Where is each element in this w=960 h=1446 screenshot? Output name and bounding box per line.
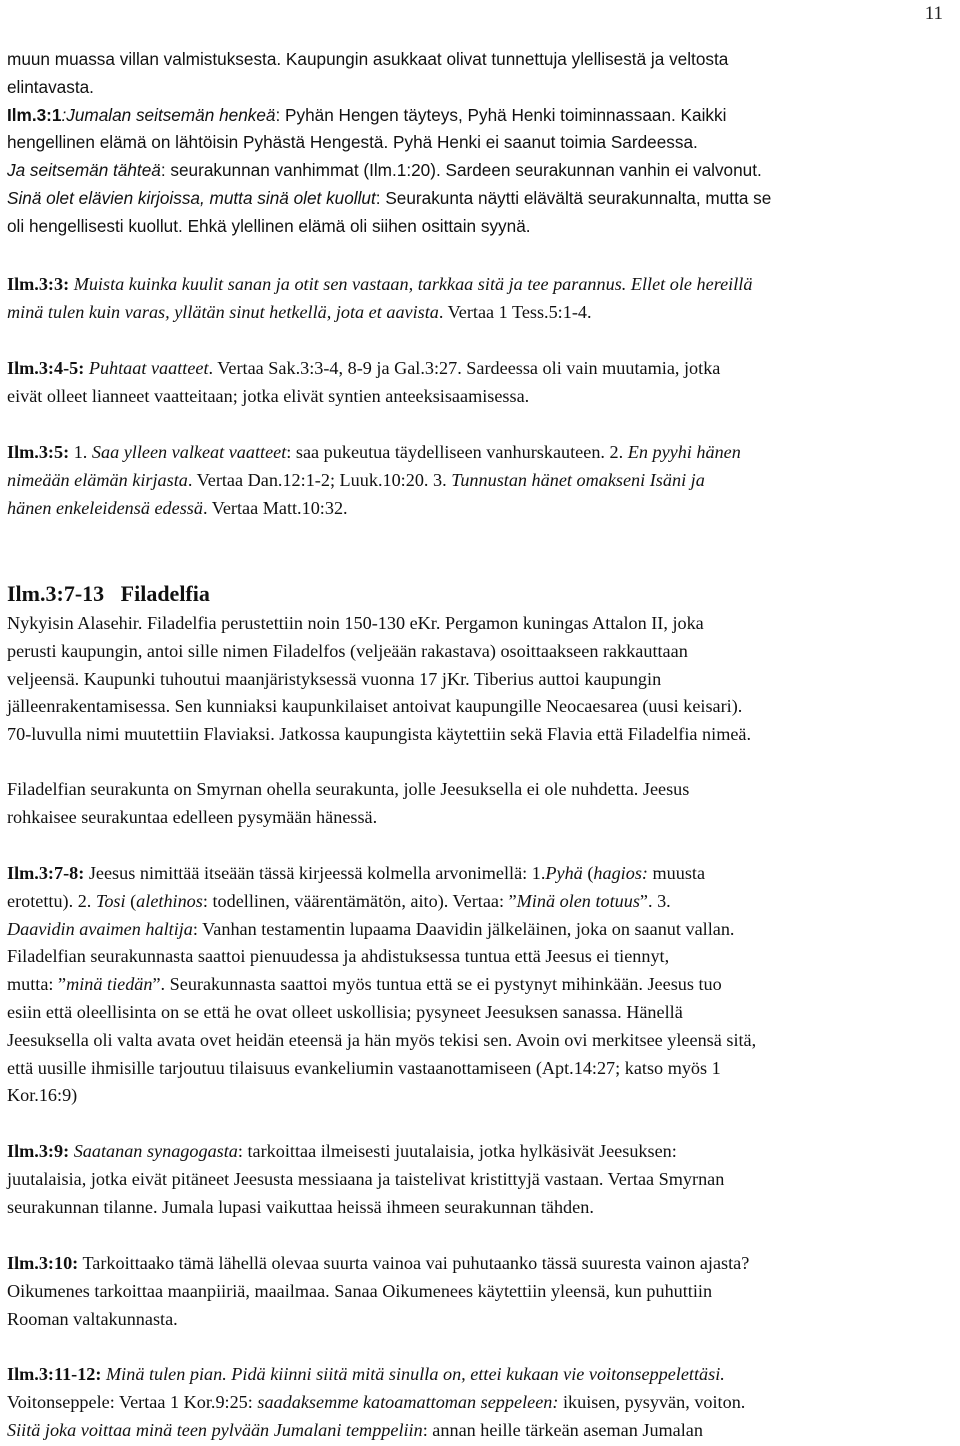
text-line: Voitonseppele: Vertaa 1 Kor.9:25: saadaksemme katoamattoman seppeleen: ikuisen, pysyvän, voiton. bbox=[7, 1391, 746, 1412]
verse-ref: Ilm.3:7-8: bbox=[7, 863, 85, 883]
paragraph-ilm-3-11-12 bbox=[7, 1361, 951, 1444]
text-line: hengellinen elämä on lähtöisin Pyhästä Hengestä. Pyhä Henki ei saanut toimia Sardeessa. bbox=[7, 132, 698, 153]
text-line: minä tulen kuin varas, yllätän sinut hetkellä, jota et aavista. Vertaa 1 Tess.5:1-4. bbox=[7, 301, 592, 322]
text-line: Ilm.3:3: Muista kuinka kuulit sanan ja otit sen vastaan, tarkkaa sitä ja tee parannus. Ellet ole hereillä bbox=[7, 274, 753, 294]
text-line: Ilm.3:11-12: Minä tulen pian. Pidä kiinni siitä mitä sinulla on, ettei kukaan vie voitonseppelettäsi. bbox=[7, 1364, 725, 1384]
text-line: rohkaisee seurakuntaa edelleen pysymään hänessä. bbox=[7, 806, 378, 827]
paragraph-ilm-3-10 bbox=[7, 1250, 951, 1333]
text-line: että uusille ihmisille tarjoutuu tilaisuus evankeliumin vastaanottamiseen (Apt.14:27; katso myös 1 bbox=[7, 1057, 721, 1078]
text-line: Ilm.3:7-8: Jeesus nimittää itseään tässä kirjeessä kolmella arvonimellä: 1.Pyhä (hagios: muusta bbox=[7, 863, 706, 883]
verse-ref: Ilm.3:5: bbox=[7, 442, 70, 462]
text-line: nimeään elämän kirjasta. Vertaa Dan.12:1-2; Luuk.10:20. 3. Tunnustan hänet omakseni Isäni ja bbox=[7, 469, 705, 490]
text-line: hänen enkeleidensä edessä. Vertaa Matt.10:32. bbox=[7, 497, 348, 518]
paragraph-ilm-3-7-8 bbox=[7, 860, 951, 1110]
paragraph-filadelfia-church bbox=[7, 776, 951, 832]
text-line: elintavasta. bbox=[7, 76, 94, 97]
text-line: veljeensä. Kaupunki tuhoutui maanjäristyksessä vuonna 17 jKr. Tiberius auttoi kaupungin bbox=[7, 668, 662, 689]
text-line: Daavidin avaimen haltija: Vanhan testamentin lupaama Daavidin jälkeläinen, joka on saanut vallan. bbox=[7, 918, 735, 939]
text-line: oli hengellisesti kuollut. Ehkä ylellinen elämä oli siihen osittain syynä. bbox=[7, 215, 531, 236]
text-line: muun muassa villan valmistuksesta. Kaupungin asukkaat olivat tunnettuja ylellisestä ja veltosta bbox=[7, 49, 729, 69]
verse-ref: Ilm.3:10: bbox=[7, 1253, 79, 1273]
text-line: 70-luvulla nimi muutettiin Flaviaksi. Jatkossa kaupungista käytettiin sekä Flavia että Filadelfia nimeä. bbox=[7, 724, 752, 745]
paragraph-ilm-3-5 bbox=[7, 439, 951, 522]
document-page bbox=[7, 0, 955, 1446]
verse-ref: Ilm.3:4-5: bbox=[7, 358, 85, 378]
text-line: erotettu). 2. Tosi (alethinos: todellinen, väärentämätön, aito). Vertaa: ”Minä olen totuus”. 3. bbox=[7, 890, 671, 911]
paragraph-ilm-3-4-5 bbox=[7, 355, 951, 411]
text-line: Ilm.3:4-5: Puhtaat vaatteet. Vertaa Sak.3:3-4, 8-9 ja Gal.3:27. Sardeessa oli vain muutamia, jotka bbox=[7, 358, 721, 378]
text-line: eivät olleet lianneet vaatteitaan; jotka elivät syntien anteeksisaamisessa. bbox=[7, 385, 530, 406]
text-line: Siitä joka voittaa minä teen pylvään Jumalani temppeliin: annan heille tärkeän aseman Jumalan bbox=[7, 1419, 703, 1440]
text-line: seurakunnan tilanne. Jumala lupasi vaikuttaa heissä ihmeen seurakunnan tähden. bbox=[7, 1196, 594, 1217]
text-line: esiin että oleellisinta on se että he ovat olleet uskollisia; pysyneet Jeesuksen sanassa. Hänellä bbox=[7, 1001, 683, 1022]
text-line: perusti kaupungin, antoi sille nimen Filadelfos (veljeään rakastava) osoittaakseen rakkauttaan bbox=[7, 640, 688, 661]
text-line: Ilm.3:9: Saatanan synagogasta: tarkoittaa ilmeisesti juutalaisia, jotka hylkäsivät Jeesuksen: bbox=[7, 1141, 677, 1161]
text-line: Filadelfian seurakunta on Smyrnan ohella seurakunta, jolle Jeesuksella ei ole nuhdetta. Jeesus bbox=[7, 779, 690, 799]
text-line: Kor.16:9) bbox=[7, 1085, 78, 1106]
verse-ref: Ilm.3:11-12: bbox=[7, 1364, 102, 1384]
text-line: Sinä olet elävien kirjoissa, mutta sinä olet kuollut: Seurakunta näytti elävältä seurakunnalta, mutta se bbox=[7, 187, 772, 208]
page-number: 11 bbox=[924, 3, 943, 24]
verse-ref: Ilm.3:9: bbox=[7, 1141, 70, 1161]
heading-title: Filadelfia bbox=[120, 581, 210, 606]
paragraph-sardis-context bbox=[7, 46, 951, 241]
text-line: Ilm.3:5: 1. Saa ylleen valkeat vaatteet: saa pukeutua täydelliseen vanhurskauteen. 2. En pyyhi hänen bbox=[7, 442, 741, 462]
text-line: Filadelfian seurakunnasta saattoi pienuudessa ja ahdistuksessa tuntua että Jeesus ei tiennyt, bbox=[7, 946, 670, 967]
text-line: jälleenrakentamisessa. Sen kunniaksi kaupunkilaiset antoivat kaupungille Neocaesarea (uusi keisari). bbox=[7, 696, 743, 717]
text-line: Oikumenes tarkoittaa maanpiiriä, maailmaa. Sanaa Oikumenees käytettiin yleensä, kun puhuttiin bbox=[7, 1280, 713, 1301]
text-line: Rooman valtakunnasta. bbox=[7, 1308, 178, 1329]
verse-ref: Ilm.3:1 bbox=[7, 104, 62, 125]
text-line: Nykyisin Alasehir. Filadelfia perustettiin noin 150-130 eKr. Pergamon kuningas Attalon II, joka bbox=[7, 613, 704, 633]
text-line: Ilm.3:10: Tarkoittaako tämä lähellä olevaa suurta vainoa vai puhutaanko tässä suuresta vainon ajasta? bbox=[7, 1253, 750, 1273]
text-line: mutta: ”minä tiedän”. Seurakunnasta saattoi myös tuntua että se ei pystynyt mihinkään. Jeesus tuo bbox=[7, 974, 722, 995]
paragraph-ilm-3-3 bbox=[7, 271, 951, 327]
text-line: juutalaisia, jotka eivät pitäneet Jeesusta messiaana ja taistelivat kristittyjä vastaan. Vertaa Smyrnan bbox=[7, 1168, 725, 1189]
text-line: Jeesuksella oli valta avata ovet heidän eteensä ja hän myös tekisi sen. Avoin ovi merkitsee yleensä sitä, bbox=[7, 1029, 757, 1050]
text-line: Ja seitsemän tähteä: seurakunnan vanhimmat (Ilm.1:20). Sardeen seurakunnan vanhin ei valvonut. bbox=[7, 160, 762, 181]
paragraph-ilm-3-9 bbox=[7, 1138, 951, 1221]
verse-ref: Ilm.3:3: bbox=[7, 274, 70, 294]
section-heading bbox=[7, 579, 210, 609]
text-line: Ilm.3:1:Jumalan seitsemän henkeä: Pyhän Hengen täyteys, Pyhä Henki toiminnassaan. Kaikki bbox=[7, 104, 727, 125]
heading-ref: Ilm.3:7-13 bbox=[7, 581, 105, 606]
paragraph-filadelfia-history bbox=[7, 610, 951, 749]
